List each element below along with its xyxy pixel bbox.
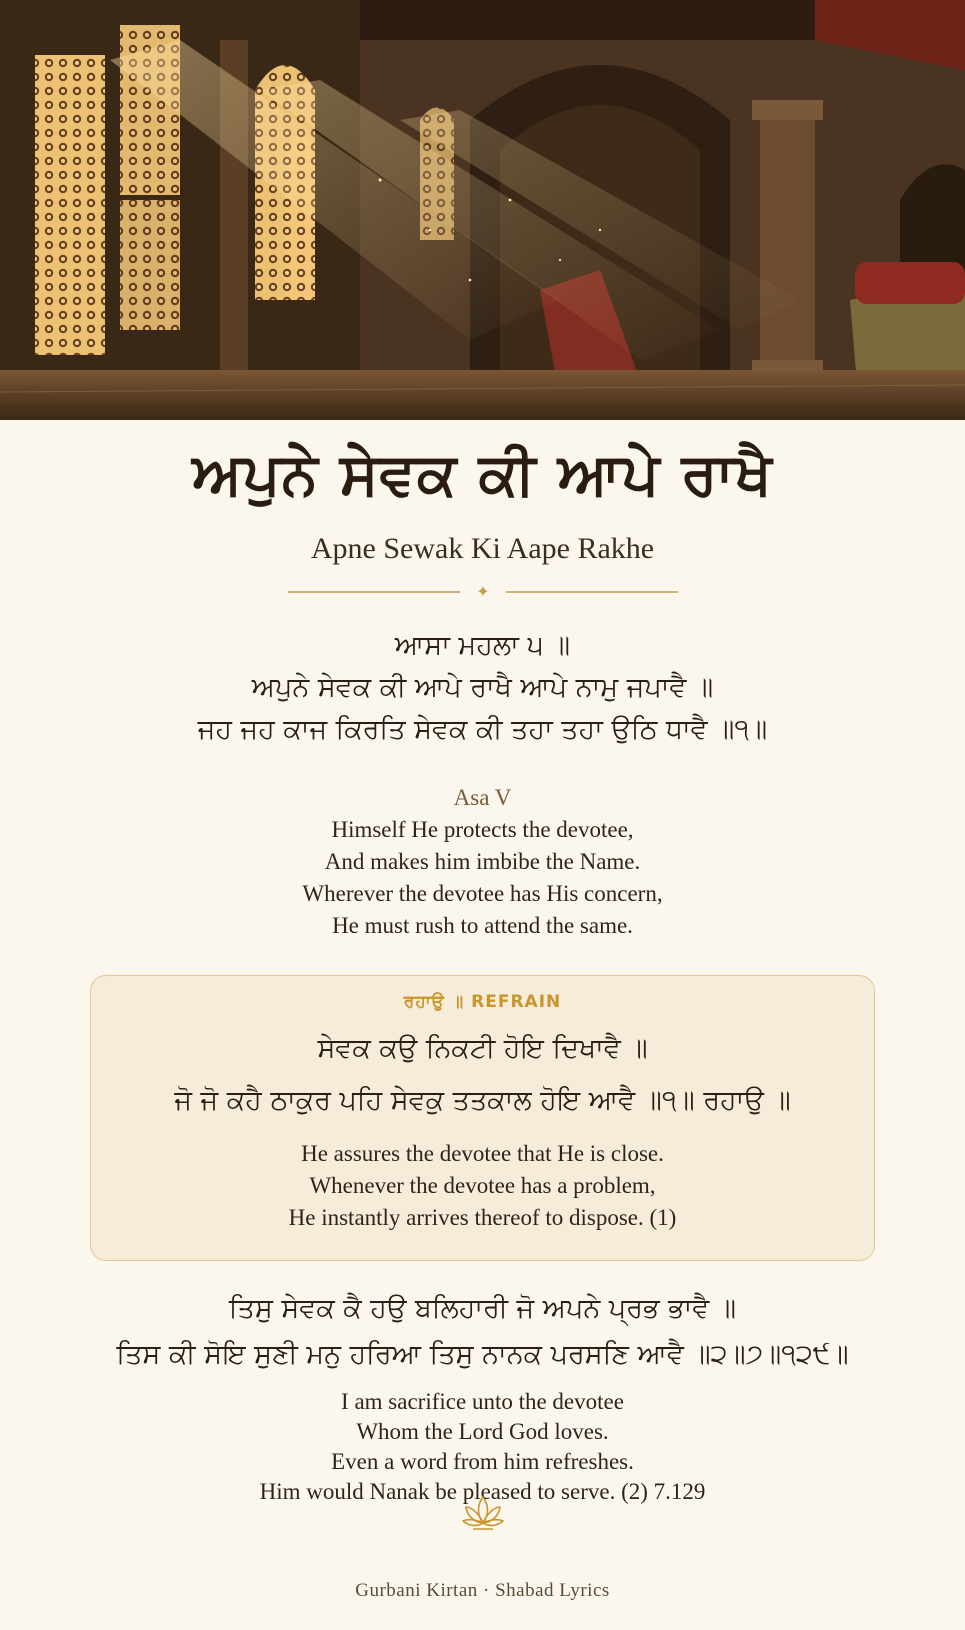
translation-line: And makes him imbibe the Name. <box>324 849 641 874</box>
title-divider <box>288 583 678 601</box>
lotus-icon <box>461 1493 505 1533</box>
verse2-gurmukhi <box>0 1286 965 1378</box>
verse-line: ਤਿਸੁ ਸੇਵਕ ਕੈ ਹਉ ਬਲਿਹਾਰੀ ਜੋ ਅਪਨੇ ਪ੍ਰਭ ਭਾਵੈ ॥ <box>228 1293 737 1324</box>
verse-line: ਜਹ ਜਹ ਕਾਜ ਕਿਰਤਿ ਸੇਵਕ ਕੀ ਤਹਾ ਤਹਾ ਉਠਿ ਧਾਵੈ ॥੧॥ <box>197 714 768 745</box>
refrain-gurmukhi <box>0 1023 965 1127</box>
verse-line: ਅਪੁਨੇ ਸੇਵਕ ਕੀ ਆਪੇ ਰਾਖੈ ਆਪੇ ਨਾਮੁ ਜਪਾਵੈ ॥ <box>251 672 714 703</box>
verse1-translation <box>0 782 965 942</box>
translation-line: He assures the devotee that He is close. <box>301 1141 664 1166</box>
translation-line: He instantly arrives thereof to dispose. (1) <box>288 1205 677 1230</box>
palace-interior-illustration <box>0 0 965 420</box>
translation-line: He must rush to attend the same. <box>332 913 633 938</box>
divider-line-left <box>288 591 460 593</box>
footer-credit: Gurbani Kirtan · Shabad Lyrics <box>355 1580 610 1601</box>
refrain-line: ਸੇਵਕ ਕਉ ਨਿਕਟੀ ਹੋਇ ਦਿਖਾਵੈ ॥ <box>317 1033 648 1064</box>
translation-line: Wherever the devotee has His concern, <box>302 881 663 906</box>
title-gurmukhi: ਅਪੁਨੇ ਸੇਵਕ ਕੀ ਆਪੇ ਰਾਖੈ <box>192 440 773 508</box>
refrain-line: ਜੋ ਜੋ ਕਹੈ ਠਾਕੁਰ ਪਹਿ ਸੇਵਕੁ ਤਤਕਾਲ ਹੋਇ ਆਵੈ ॥੧॥ ਰਹਾਉ ॥ <box>174 1085 791 1116</box>
translation-heading: Asa V <box>453 785 512 810</box>
translation-line: Whenever the devotee has a problem, <box>309 1173 656 1198</box>
translation-line: Him would Nanak be pleased to serve. (2) 7.129 <box>259 1479 706 1504</box>
translation-line: Himself He protects the devotee, <box>331 817 634 842</box>
divider-line-right <box>506 591 678 593</box>
four-point-star-icon: ✦ <box>476 582 490 601</box>
title-transliteration: Apne Sewak Ki Aape Rakhe <box>310 532 655 565</box>
verse-line: ਆਸਾ ਮਹਲਾ ੫ ॥ <box>394 630 571 661</box>
verse2-translation <box>0 1387 965 1507</box>
hero-image <box>0 0 965 420</box>
verse1-gurmukhi <box>0 625 965 751</box>
refrain-label: ਰਹਾਉ ॥ REFRAIN <box>403 992 562 1012</box>
translation-line: I am sacrifice unto the devotee <box>341 1389 624 1414</box>
verse-line: ਤਿਸ ਕੀ ਸੋਇ ਸੁਣੀ ਮਨੁ ਹਰਿਆ ਤਿਸੁ ਨਾਨਕ ਪਰਸਣਿ ਆਵੈ ॥੨॥੭॥੧੨੯॥ <box>116 1339 849 1370</box>
translation-line: Whom the Lord God loves. <box>356 1419 609 1444</box>
translation-line: Even a word from him refreshes. <box>331 1449 634 1474</box>
refrain-translation <box>0 1138 965 1234</box>
